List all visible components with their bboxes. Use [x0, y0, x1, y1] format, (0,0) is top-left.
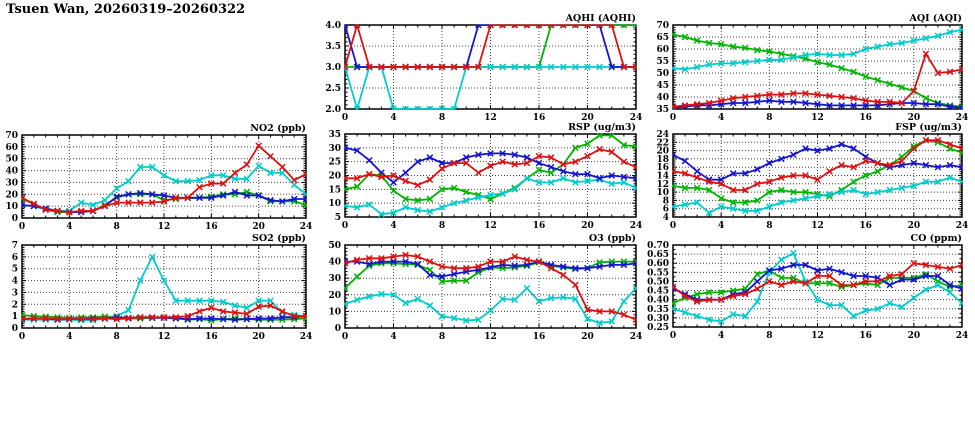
svg-text:3.5: 3.5	[325, 42, 341, 52]
x-axis-labels	[19, 222, 312, 232]
svg-text:0: 0	[669, 331, 677, 341]
svg-text:8: 8	[438, 221, 446, 231]
svg-text:0.25: 0.25	[647, 323, 669, 333]
chart-title-no2: NO2 (ppb)	[250, 123, 306, 134]
svg-text:5: 5	[334, 213, 341, 223]
svg-text:30: 30	[5, 178, 18, 189]
y-axis-labels	[12, 241, 18, 334]
svg-text:0: 0	[341, 221, 349, 231]
svg-text:2.5: 2.5	[325, 84, 341, 94]
svg-text:0.35: 0.35	[647, 304, 669, 315]
svg-text:0: 0	[11, 214, 18, 224]
data-point-markers	[19, 254, 309, 323]
svg-text:10: 10	[656, 188, 669, 199]
svg-text:4: 4	[66, 332, 73, 342]
svg-text:24: 24	[629, 221, 643, 231]
svg-text:12: 12	[484, 113, 497, 123]
svg-text:0.30: 0.30	[647, 313, 669, 324]
x-axis-labels	[19, 332, 312, 342]
svg-text:0: 0	[18, 332, 26, 342]
page-title: Tsuen Wan, 20260319–20260322	[6, 2, 246, 17]
svg-text:7: 7	[11, 241, 18, 251]
svg-text:0: 0	[669, 113, 677, 123]
svg-text:16: 16	[656, 163, 669, 174]
svg-text:1: 1	[11, 312, 18, 323]
y-axis-labels	[325, 21, 341, 115]
svg-text:12: 12	[811, 113, 824, 123]
svg-text:35: 35	[328, 130, 341, 140]
x-axis-labels	[342, 332, 642, 342]
svg-text:24: 24	[656, 130, 669, 140]
svg-text:12: 12	[157, 332, 171, 342]
svg-text:20: 20	[907, 331, 921, 341]
svg-text:0: 0	[11, 324, 18, 334]
svg-text:8: 8	[766, 331, 773, 341]
svg-text:2.0: 2.0	[325, 105, 341, 115]
svg-text:10: 10	[328, 199, 341, 210]
chart-title-aqhi: AQHI (AQHI)	[565, 13, 636, 24]
svg-text:24: 24	[299, 222, 313, 232]
svg-text:0.45: 0.45	[647, 286, 669, 297]
chart-title-so2: SO2 (ppb)	[252, 233, 306, 244]
svg-text:20: 20	[328, 290, 341, 301]
y-axis-labels	[656, 130, 669, 223]
svg-text:16: 16	[859, 113, 872, 123]
svg-text:10: 10	[328, 307, 341, 318]
svg-text:0: 0	[18, 222, 26, 232]
svg-text:0.50: 0.50	[647, 277, 669, 288]
chart-co	[647, 233, 968, 341]
svg-text:12: 12	[656, 179, 669, 190]
svg-text:12: 12	[811, 331, 824, 341]
svg-text:24: 24	[629, 113, 643, 123]
y-axis-labels	[5, 131, 18, 224]
svg-text:16: 16	[859, 331, 872, 341]
svg-text:20: 20	[581, 221, 594, 231]
svg-text:65: 65	[656, 33, 669, 43]
svg-text:4: 4	[390, 113, 397, 123]
svg-text:8: 8	[438, 113, 446, 123]
svg-text:0.55: 0.55	[647, 268, 669, 279]
svg-text:22: 22	[656, 138, 669, 149]
svg-text:20: 20	[5, 190, 18, 201]
svg-text:20: 20	[907, 221, 921, 231]
svg-text:16: 16	[859, 221, 872, 231]
y-axis-labels	[656, 21, 669, 115]
svg-text:8: 8	[113, 222, 120, 232]
svg-text:8: 8	[662, 196, 669, 207]
svg-text:4: 4	[718, 221, 725, 231]
svg-text:40: 40	[328, 257, 341, 268]
gridlines	[22, 135, 306, 218]
y-axis-labels	[328, 130, 341, 223]
chart-aqi	[656, 13, 968, 123]
svg-text:4: 4	[718, 113, 725, 123]
gridlines	[673, 25, 962, 109]
svg-text:30: 30	[328, 274, 341, 285]
svg-text:16: 16	[532, 332, 546, 342]
series-cyan	[19, 254, 309, 323]
x-axis-labels	[670, 331, 968, 341]
svg-text:0: 0	[341, 332, 349, 342]
svg-text:40: 40	[656, 93, 669, 103]
svg-text:16: 16	[532, 221, 546, 231]
chart-no2	[5, 123, 312, 232]
gridlines	[673, 245, 962, 327]
svg-text:14: 14	[656, 171, 669, 182]
svg-text:24: 24	[299, 332, 313, 342]
gridlines	[673, 134, 962, 217]
svg-text:0.60: 0.60	[647, 259, 669, 270]
chart-rsp	[328, 122, 642, 231]
svg-text:12: 12	[157, 222, 171, 232]
svg-text:35: 35	[656, 105, 669, 115]
svg-text:8: 8	[766, 221, 773, 231]
svg-text:60: 60	[5, 142, 18, 153]
x-axis-labels	[670, 221, 968, 231]
svg-text:25: 25	[328, 157, 341, 168]
y-axis-labels	[328, 241, 341, 334]
svg-text:4.0: 4.0	[325, 21, 341, 31]
svg-text:0: 0	[334, 324, 341, 334]
svg-text:2: 2	[11, 300, 18, 311]
series-green	[670, 137, 965, 205]
svg-text:50: 50	[5, 154, 18, 165]
svg-text:50: 50	[328, 241, 341, 251]
svg-text:60: 60	[656, 45, 669, 55]
svg-text:30: 30	[328, 143, 341, 154]
svg-text:20: 20	[656, 146, 669, 157]
gridlines	[22, 245, 306, 328]
svg-text:4: 4	[718, 331, 725, 341]
svg-text:3.0: 3.0	[325, 63, 341, 73]
svg-text:20: 20	[581, 332, 594, 342]
svg-text:18: 18	[656, 154, 669, 165]
svg-text:16: 16	[532, 113, 546, 123]
chart-title-aqi: AQI (AQI)	[909, 13, 962, 24]
svg-text:24: 24	[955, 113, 969, 123]
svg-text:20: 20	[907, 113, 921, 123]
data-point-markers	[670, 137, 965, 205]
chart-title-fsp: FSP (ug/m3)	[895, 122, 962, 133]
svg-text:40: 40	[5, 166, 18, 177]
chart-so2	[12, 233, 313, 342]
y-axis-labels	[647, 241, 669, 333]
svg-text:20: 20	[581, 113, 594, 123]
svg-text:8: 8	[438, 332, 446, 342]
svg-text:10: 10	[5, 202, 18, 213]
svg-text:0: 0	[341, 113, 349, 123]
x-axis-labels	[342, 221, 642, 231]
chart-title-o3: O3 (ppb)	[588, 233, 636, 244]
svg-text:50: 50	[656, 69, 669, 79]
svg-text:24: 24	[955, 331, 969, 341]
svg-text:55: 55	[656, 57, 669, 67]
chart-aqhi	[325, 13, 642, 123]
svg-text:4: 4	[11, 276, 18, 287]
svg-text:4: 4	[390, 221, 397, 231]
chart-title-co: CO (ppm)	[910, 233, 962, 244]
svg-text:20: 20	[328, 171, 341, 182]
svg-text:20: 20	[252, 332, 265, 342]
svg-text:0: 0	[669, 221, 677, 231]
svg-text:16: 16	[205, 332, 218, 342]
svg-text:0.70: 0.70	[647, 241, 669, 251]
svg-text:70: 70	[656, 21, 669, 31]
svg-text:3: 3	[11, 288, 18, 299]
svg-text:24: 24	[955, 221, 969, 231]
svg-text:4: 4	[662, 213, 669, 223]
svg-text:15: 15	[328, 185, 341, 196]
svg-text:4: 4	[66, 222, 73, 232]
svg-text:24: 24	[629, 332, 643, 342]
svg-text:8: 8	[113, 332, 120, 342]
svg-text:5: 5	[11, 264, 18, 275]
svg-text:6: 6	[662, 204, 669, 215]
chart-fsp	[656, 122, 968, 231]
svg-text:12: 12	[484, 332, 497, 342]
svg-text:12: 12	[484, 221, 497, 231]
svg-text:12: 12	[811, 221, 824, 231]
svg-text:0.40: 0.40	[647, 295, 669, 306]
svg-text:8: 8	[766, 113, 773, 123]
svg-text:45: 45	[656, 81, 669, 91]
svg-text:0.65: 0.65	[647, 250, 669, 261]
svg-text:6: 6	[11, 252, 18, 263]
svg-text:70: 70	[5, 131, 18, 141]
chart-o3	[328, 233, 642, 342]
svg-text:20: 20	[252, 222, 265, 232]
svg-text:4: 4	[390, 332, 397, 342]
svg-text:16: 16	[205, 222, 218, 232]
chart-title-rsp: RSP (ug/m3)	[568, 122, 636, 133]
